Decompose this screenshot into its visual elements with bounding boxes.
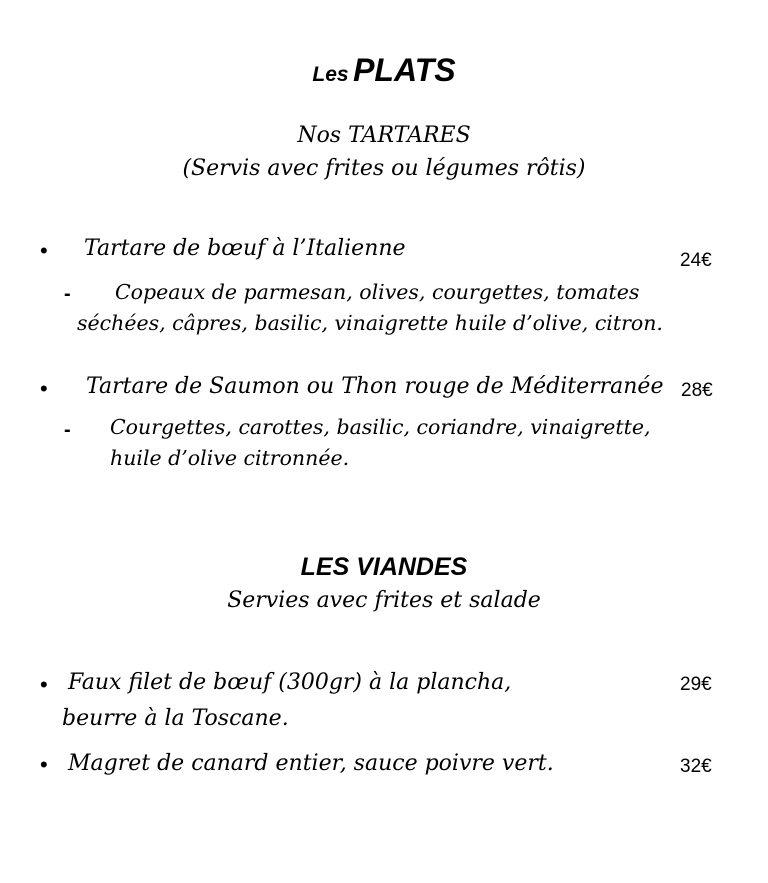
tartare-boeuf-desc-1: Copeaux de parmesan, olives, courgettes, tomates: [115, 280, 640, 304]
tartare-saumon-desc-1: Courgettes, carottes, basilic, coriandre, vinaigrette,: [110, 415, 651, 439]
bullet-icon: •: [40, 376, 48, 401]
viandes-heading: LES VIANDES: [300, 553, 468, 581]
magret-price: 32€: [680, 756, 712, 777]
tartare-boeuf-price: 24€: [680, 250, 712, 271]
bullet-icon: •: [40, 238, 48, 263]
faux-filet-name-1: Faux filet de bœuf (300gr) à la plancha,: [68, 670, 512, 695]
dash-icon: -: [64, 419, 71, 441]
bullet-icon: •: [40, 672, 48, 697]
title-plats: PLATS: [353, 52, 456, 88]
tartare-saumon-price: 28€: [681, 380, 713, 401]
tartare-boeuf-desc-2: séchées, câpres, basilic, vinaigrette huile d’olive, citron.: [77, 311, 663, 335]
tartare-saumon-desc-2: huile d’olive citronnée.: [110, 446, 350, 470]
tartares-note: (Servis avec frites ou légumes rôtis): [182, 156, 586, 181]
viandes-note: Servies avec frites et salade: [227, 588, 541, 613]
faux-filet-name-2: beurre à la Toscane.: [62, 706, 289, 731]
dash-icon: -: [64, 283, 71, 305]
tartares-heading: Nos TARTARES: [297, 123, 471, 148]
bullet-icon: •: [40, 752, 48, 777]
tartare-saumon-name: Tartare de Saumon ou Thon rouge de Méditerranée: [86, 374, 664, 399]
page-title: [0, 52, 768, 89]
title-les: Les: [312, 63, 349, 86]
magret-name: Magret de canard entier, sauce poivre vert.: [68, 751, 554, 776]
tartare-boeuf-name: Tartare de bœuf à l’Italienne: [84, 236, 406, 261]
faux-filet-price: 29€: [680, 674, 712, 695]
